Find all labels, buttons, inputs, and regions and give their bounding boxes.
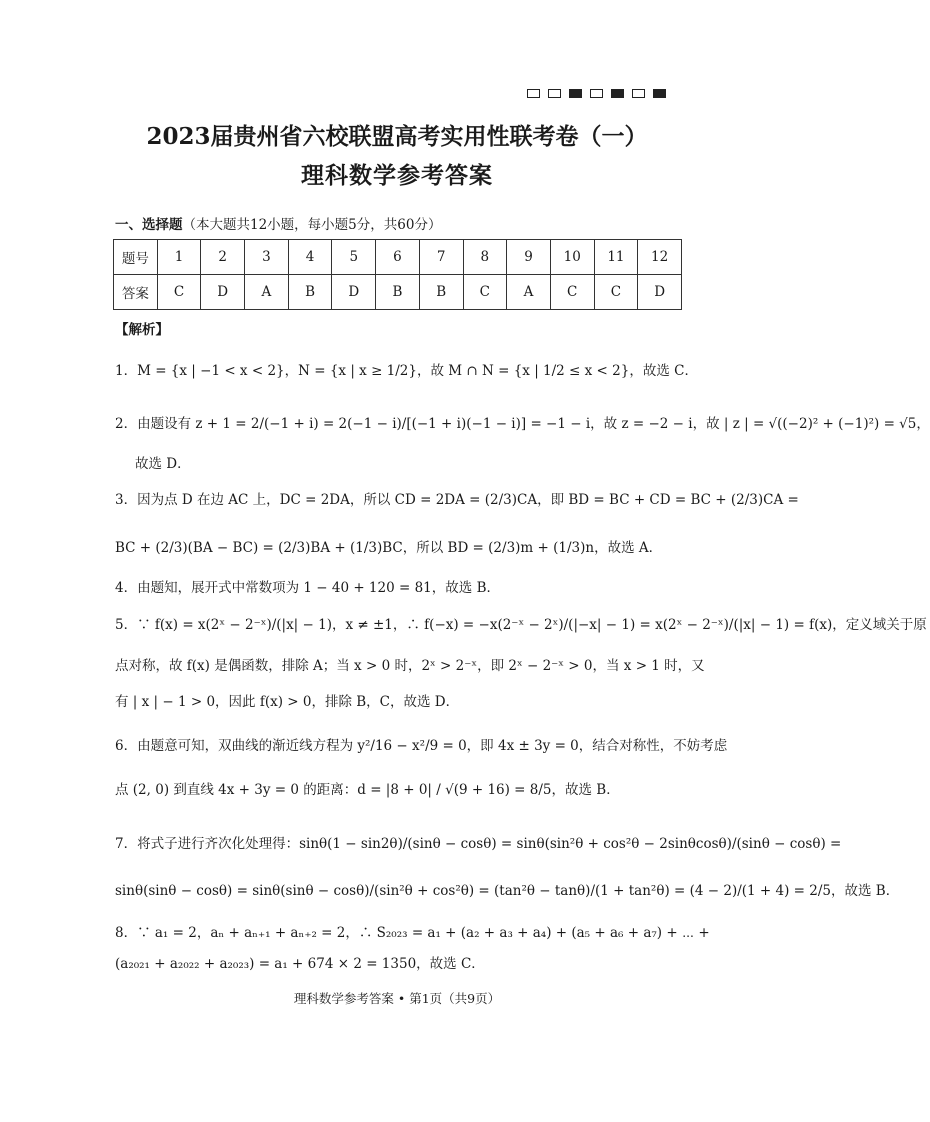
row-header: 题号 xyxy=(114,240,158,275)
mark-box xyxy=(548,89,561,98)
solution-line: sinθ(sinθ − cosθ) = sinθ(sinθ − cosθ)/(sin²θ + cos²θ) = (tan²θ − tanθ)/(1 + tan²θ) = (4 − 2)/(1 + 4) = 2/5，故选 B． xyxy=(115,883,900,899)
table-row xyxy=(114,275,682,310)
mark-box xyxy=(527,89,540,98)
table-cell: 4 xyxy=(288,240,332,275)
table-cell: 6 xyxy=(376,240,420,275)
table-cell: D xyxy=(201,275,245,310)
section-heading xyxy=(115,213,441,233)
solution-line: 1．M = {x | −1 < x < 2}，N = {x | x ≥ 1/2}，故 M ∩ N = {x | 1/2 ≤ x < 2}，故选 C． xyxy=(115,363,698,379)
table-cell: D xyxy=(638,275,682,310)
solution-line: 有 | x | − 1 > 0，因此 f(x) > 0，排除 B，C，故选 D． xyxy=(115,694,460,710)
solution-line: 点 (2, 0) 到直线 4x + 3y = 0 的距离：d = |8 + 0| / √(9 + 16) = 8/5，故选 B． xyxy=(115,782,620,798)
solution-line: 7．将式子进行齐次化处理得：sinθ(1 − sin2θ)/(sinθ − cosθ) = sinθ(sin²θ + cos²θ − 2sinθcosθ)/(sinθ − cosθ) = xyxy=(115,836,842,852)
mark-box xyxy=(632,89,645,98)
analysis-heading: 【解析】 xyxy=(115,322,169,338)
solution-line: 点对称，故 f(x) 是偶函数，排除 A；当 x > 0 时，2ˣ > 2⁻ˣ，即 2ˣ − 2⁻ˣ > 0，当 x > 1 时，又 xyxy=(115,658,705,674)
row-header: 答案 xyxy=(114,275,158,310)
table-cell: 5 xyxy=(332,240,376,275)
table-cell: 1 xyxy=(157,240,201,275)
table-cell: 10 xyxy=(550,240,594,275)
solution-line: 2．由题设有 z + 1 = 2/(−1 + i) = 2(−1 − i)/[(−1 + i)(−1 − i)] = −1 − i，故 z = −2 − i，故 | z | = √((−2)² + (−1)²) = √5， xyxy=(115,416,930,432)
solution-line: 故选 D． xyxy=(135,456,191,472)
solution-line: 5．∵ f(x) = x(2ˣ − 2⁻ˣ)/(|x| − 1)，x ≠ ±1，∴ f(−x) = −x(2⁻ˣ − 2ˣ)/(|−x| − 1) = x(2ˣ − 2⁻ˣ)/(|x| − 1) = f(x)，定义域关于原 xyxy=(115,617,927,633)
table-cell: C xyxy=(550,275,594,310)
table-cell: B xyxy=(376,275,420,310)
table-cell: B xyxy=(419,275,463,310)
solution-line: 8．∵ a₁ = 2，aₙ + aₙ₊₁ + aₙ₊₂ = 2，∴ S₂₀₂₃ = a₁ + (a₂ + a₃ + a₄) + (a₅ + a₆ + a₇) + ⋯ + xyxy=(115,925,710,941)
table-cell: 7 xyxy=(419,240,463,275)
table-cell: 12 xyxy=(638,240,682,275)
solution-line: (a₂₀₂₁ + a₂₀₂₂ + a₂₀₂₃) = a₁ + 674 × 2 = 1350，故选 C． xyxy=(115,956,485,972)
table-cell: A xyxy=(245,275,289,310)
table-cell: 11 xyxy=(594,240,638,275)
table-row xyxy=(114,240,682,275)
table-cell: 9 xyxy=(507,240,551,275)
table-cell: 2 xyxy=(201,240,245,275)
document-title: 2023届贵州省六校联盟高考实用性联考卷（一） xyxy=(146,123,648,150)
answer-table xyxy=(113,239,682,310)
mark-box-filled xyxy=(653,89,666,98)
table-cell: B xyxy=(288,275,332,310)
solution-line: BC + (2/3)(BA − BC) = (2/3)BA + (1/3)BC，所以 BD = (2/3)m + (1/3)n，故选 A． xyxy=(115,540,663,556)
table-cell: C xyxy=(463,275,507,310)
solution-line: 6．由题意可知，双曲线的渐近线方程为 y²/16 − x²/9 = 0，即 4x ± 3y = 0，结合对称性，不妨考虑 xyxy=(115,738,728,754)
mark-box-filled xyxy=(611,89,624,98)
table-cell: C xyxy=(157,275,201,310)
page-footer: 理科数学参考答案 • 第1页（共9页） xyxy=(293,991,501,1006)
document-subtitle: 理科数学参考答案 xyxy=(301,162,493,189)
section-note: （本大题共12小题，每小题5分，共60分） xyxy=(182,217,442,233)
table-cell: C xyxy=(594,275,638,310)
table-cell: A xyxy=(507,275,551,310)
section-title: 一、选择题 xyxy=(115,217,183,233)
table-cell: D xyxy=(332,275,376,310)
table-cell: 3 xyxy=(245,240,289,275)
solution-line: 3．因为点 D 在边 AC 上，DC = 2DA，所以 CD = 2DA = (2/3)CA，即 BD = BC + CD = BC + (2/3)CA = xyxy=(115,492,799,508)
mark-box xyxy=(590,89,603,98)
solution-line: 4．由题知，展开式中常数项为 1 − 40 + 120 = 81，故选 B． xyxy=(115,580,500,596)
corner-marks xyxy=(527,89,666,98)
mark-box-filled xyxy=(569,89,582,98)
table-cell: 8 xyxy=(463,240,507,275)
